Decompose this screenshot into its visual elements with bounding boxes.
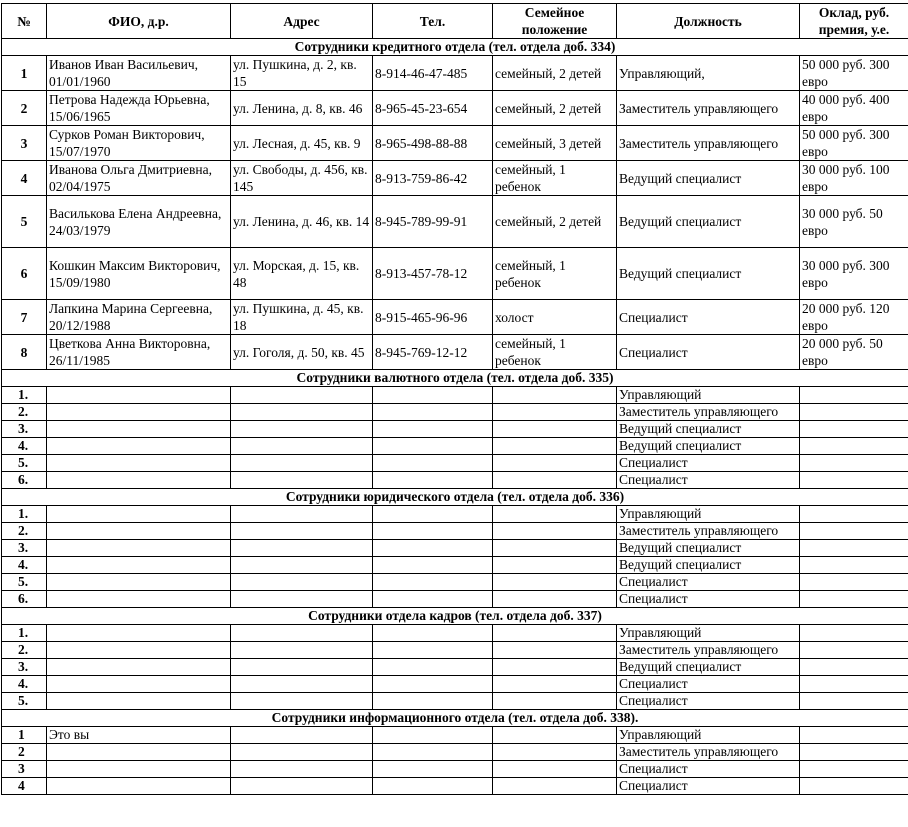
- cell-name: Цветкова Анна Викторовна, 26/11/1985: [47, 335, 231, 370]
- cell-salary: 40 000 руб. 400 евро: [800, 91, 908, 126]
- cell-salary: [800, 455, 908, 472]
- cell-position: Ведущий специалист: [617, 557, 800, 574]
- cell-position: Специалист: [617, 761, 800, 778]
- cell-name: [47, 659, 231, 676]
- cell-number: 2: [2, 744, 47, 761]
- cell-salary: [800, 387, 908, 404]
- cell-salary: [800, 438, 908, 455]
- cell-number: 4: [2, 161, 47, 196]
- cell-address: [231, 744, 373, 761]
- cell-position: Управляющий: [617, 625, 800, 642]
- cell-name: Петрова Надежда Юрьевна, 15/06/1965: [47, 91, 231, 126]
- table-row: [2, 472, 908, 489]
- cell-name: Кошкин Максим Викторович, 15/09/1980: [47, 248, 231, 300]
- cell-position: Специалист: [617, 591, 800, 608]
- cell-salary: 50 000 руб. 300 евро: [800, 126, 908, 161]
- table-row: [2, 523, 908, 540]
- cell-family-status: [493, 574, 617, 591]
- cell-address: ул. Морская, д. 15, кв. 48: [231, 248, 373, 300]
- cell-salary: [800, 557, 908, 574]
- section-header-row: [2, 489, 908, 506]
- cell-position: Управляющий: [617, 727, 800, 744]
- cell-phone: [373, 472, 493, 489]
- table-row: [2, 421, 908, 438]
- cell-number: 4: [2, 778, 47, 795]
- cell-phone: [373, 659, 493, 676]
- cell-name: [47, 455, 231, 472]
- cell-number: 6.: [2, 472, 47, 489]
- cell-family-status: семейный, 2 детей: [493, 196, 617, 248]
- cell-address: [231, 625, 373, 642]
- cell-family-status: [493, 540, 617, 557]
- cell-family-status: [493, 591, 617, 608]
- cell-phone: [373, 540, 493, 557]
- cell-family-status: [493, 778, 617, 795]
- cell-salary: 20 000 руб. 120 евро: [800, 300, 908, 335]
- cell-family-status: [493, 472, 617, 489]
- cell-salary: [800, 625, 908, 642]
- cell-position: Заместитель управляющего: [617, 744, 800, 761]
- cell-phone: [373, 727, 493, 744]
- cell-position: Специалист: [617, 300, 800, 335]
- cell-salary: [800, 591, 908, 608]
- section-header-row: [2, 370, 908, 387]
- cell-name: [47, 404, 231, 421]
- cell-number: 6.: [2, 591, 47, 608]
- cell-number: 4.: [2, 438, 47, 455]
- cell-address: [231, 557, 373, 574]
- cell-number: 5.: [2, 574, 47, 591]
- cell-name: [47, 642, 231, 659]
- cell-address: [231, 540, 373, 557]
- cell-position: Управляющий,: [617, 56, 800, 91]
- cell-salary: [800, 540, 908, 557]
- cell-position: Заместитель управляющего: [617, 523, 800, 540]
- cell-name: Это вы: [47, 727, 231, 744]
- cell-family-status: [493, 676, 617, 693]
- table-row: [2, 248, 908, 300]
- cell-family-status: [493, 693, 617, 710]
- table-row: [2, 506, 908, 523]
- cell-phone: [373, 744, 493, 761]
- section-header-row: [2, 710, 908, 727]
- cell-salary: [800, 642, 908, 659]
- table-row: [2, 300, 908, 335]
- cell-salary: [800, 761, 908, 778]
- cell-number: 1.: [2, 625, 47, 642]
- cell-phone: [373, 455, 493, 472]
- cell-position: Ведущий специалист: [617, 248, 800, 300]
- cell-name: [47, 744, 231, 761]
- section-header-row: [2, 39, 908, 56]
- cell-salary: 30 000 руб. 100 евро: [800, 161, 908, 196]
- cell-address: [231, 727, 373, 744]
- cell-name: Иванов Иван Васильевич, 01/01/1960: [47, 56, 231, 91]
- cell-name: [47, 761, 231, 778]
- cell-name: [47, 540, 231, 557]
- cell-family-status: семейный, 3 детей: [493, 126, 617, 161]
- cell-phone: [373, 387, 493, 404]
- cell-phone: [373, 506, 493, 523]
- cell-name: Сурков Роман Викторович, 15/07/1970: [47, 126, 231, 161]
- cell-family-status: семейный, 2 детей: [493, 56, 617, 91]
- cell-number: 3.: [2, 540, 47, 557]
- cell-salary: 20 000 руб. 50 евро: [800, 335, 908, 370]
- section-title: Сотрудники кредитного отдела (тел. отдела доб. 334): [2, 39, 908, 56]
- cell-name: [47, 421, 231, 438]
- cell-number: 3: [2, 126, 47, 161]
- cell-phone: [373, 574, 493, 591]
- cell-number: 3.: [2, 421, 47, 438]
- cell-number: 1: [2, 56, 47, 91]
- cell-position: Специалист: [617, 455, 800, 472]
- header-position: Должность: [617, 4, 800, 39]
- cell-phone: [373, 676, 493, 693]
- cell-position: Заместитель управляющего: [617, 91, 800, 126]
- cell-address: ул. Ленина, д. 46, кв. 14: [231, 196, 373, 248]
- cell-position: Ведущий специалист: [617, 161, 800, 196]
- cell-salary: [800, 727, 908, 744]
- cell-address: [231, 659, 373, 676]
- cell-name: Лапкина Марина Сергеевна, 20/12/1988: [47, 300, 231, 335]
- cell-address: [231, 472, 373, 489]
- cell-number: 2.: [2, 523, 47, 540]
- cell-name: Иванова Ольга Дмитриевна, 02/04/1975: [47, 161, 231, 196]
- section-title: Сотрудники юридического отдела (тел. отдела доб. 336): [2, 489, 908, 506]
- cell-family-status: [493, 642, 617, 659]
- cell-name: [47, 523, 231, 540]
- cell-phone: [373, 693, 493, 710]
- cell-position: Специалист: [617, 472, 800, 489]
- cell-address: [231, 642, 373, 659]
- cell-name: [47, 557, 231, 574]
- cell-phone: 8-965-45-23-654: [373, 91, 493, 126]
- cell-salary: [800, 506, 908, 523]
- cell-family-status: [493, 744, 617, 761]
- cell-name: [47, 676, 231, 693]
- table-row: [2, 727, 908, 744]
- cell-phone: [373, 761, 493, 778]
- section-header-row: [2, 608, 908, 625]
- section-title: Сотрудники валютного отдела (тел. отдела доб. 335): [2, 370, 908, 387]
- cell-phone: 8-915-465-96-96: [373, 300, 493, 335]
- header-name: ФИО, д.р.: [47, 4, 231, 39]
- table-row: [2, 126, 908, 161]
- cell-number: 4.: [2, 676, 47, 693]
- cell-family-status: [493, 438, 617, 455]
- cell-address: [231, 523, 373, 540]
- cell-position: Ведущий специалист: [617, 540, 800, 557]
- cell-name: [47, 506, 231, 523]
- header-salary: Оклад, руб. премия, у.е.: [800, 4, 908, 39]
- cell-number: 2: [2, 91, 47, 126]
- cell-phone: 8-913-457-78-12: [373, 248, 493, 300]
- cell-salary: [800, 693, 908, 710]
- cell-family-status: [493, 387, 617, 404]
- cell-salary: [800, 574, 908, 591]
- cell-position: Заместитель управляющего: [617, 404, 800, 421]
- cell-position: Специалист: [617, 778, 800, 795]
- cell-number: 1.: [2, 387, 47, 404]
- cell-family-status: [493, 761, 617, 778]
- cell-number: 5.: [2, 455, 47, 472]
- cell-name: [47, 591, 231, 608]
- cell-salary: [800, 404, 908, 421]
- table-row: [2, 761, 908, 778]
- table-row: [2, 455, 908, 472]
- cell-name: [47, 472, 231, 489]
- cell-address: ул. Свободы, д. 456, кв. 145: [231, 161, 373, 196]
- header-number: №: [2, 4, 47, 39]
- cell-position: Заместитель управляющего: [617, 126, 800, 161]
- cell-address: ул. Пушкина, д. 45, кв. 18: [231, 300, 373, 335]
- cell-name: [47, 778, 231, 795]
- cell-family-status: [493, 404, 617, 421]
- cell-address: [231, 693, 373, 710]
- cell-position: Заместитель управляющего: [617, 642, 800, 659]
- table-row: [2, 91, 908, 126]
- cell-address: [231, 404, 373, 421]
- table-row: [2, 778, 908, 795]
- cell-phone: 8-913-759-86-42: [373, 161, 493, 196]
- cell-phone: 8-945-769-12-12: [373, 335, 493, 370]
- cell-number: 5: [2, 196, 47, 248]
- table-row: [2, 56, 908, 91]
- table-row: [2, 659, 908, 676]
- cell-name: [47, 574, 231, 591]
- table-row: [2, 161, 908, 196]
- cell-family-status: [493, 727, 617, 744]
- cell-number: 3: [2, 761, 47, 778]
- cell-name: [47, 693, 231, 710]
- cell-family-status: [493, 557, 617, 574]
- header-phone: Тел.: [373, 4, 493, 39]
- cell-family-status: [493, 659, 617, 676]
- cell-phone: [373, 421, 493, 438]
- cell-family-status: семейный, 1 ребенок: [493, 248, 617, 300]
- employees-table: [1, 3, 908, 795]
- cell-position: Ведущий специалист: [617, 438, 800, 455]
- table-row: [2, 625, 908, 642]
- cell-phone: [373, 404, 493, 421]
- cell-number: 6: [2, 248, 47, 300]
- table-row: [2, 642, 908, 659]
- section-title: Сотрудники отдела кадров (тел. отдела доб. 337): [2, 608, 908, 625]
- table-row: [2, 591, 908, 608]
- cell-position: Ведущий специалист: [617, 421, 800, 438]
- cell-salary: 30 000 руб. 300 евро: [800, 248, 908, 300]
- cell-number: 3.: [2, 659, 47, 676]
- cell-address: [231, 455, 373, 472]
- cell-number: 5.: [2, 693, 47, 710]
- cell-family-status: холост: [493, 300, 617, 335]
- cell-address: [231, 438, 373, 455]
- cell-name: Василькова Елена Андреевна, 24/03/1979: [47, 196, 231, 248]
- cell-salary: [800, 421, 908, 438]
- cell-salary: [800, 523, 908, 540]
- header-family-status: Семейное положение: [493, 4, 617, 39]
- cell-position: Специалист: [617, 676, 800, 693]
- cell-name: [47, 387, 231, 404]
- section-title: Сотрудники информационного отдела (тел. отдела доб. 338).: [2, 710, 908, 727]
- cell-family-status: [493, 523, 617, 540]
- table-row: [2, 196, 908, 248]
- cell-family-status: семейный, 1 ребенок: [493, 335, 617, 370]
- cell-number: 7: [2, 300, 47, 335]
- cell-position: Ведущий специалист: [617, 659, 800, 676]
- table-row: [2, 744, 908, 761]
- table-row: [2, 540, 908, 557]
- table-row: [2, 335, 908, 370]
- cell-position: Специалист: [617, 335, 800, 370]
- table-row: [2, 438, 908, 455]
- cell-name: [47, 438, 231, 455]
- cell-position: Управляющий: [617, 387, 800, 404]
- cell-phone: 8-965-498-88-88: [373, 126, 493, 161]
- table-row: [2, 676, 908, 693]
- cell-phone: [373, 625, 493, 642]
- cell-address: ул. Лесная, д. 45, кв. 9: [231, 126, 373, 161]
- cell-name: [47, 625, 231, 642]
- cell-phone: [373, 778, 493, 795]
- cell-number: 8: [2, 335, 47, 370]
- cell-phone: [373, 438, 493, 455]
- cell-number: 4.: [2, 557, 47, 574]
- cell-position: Специалист: [617, 574, 800, 591]
- cell-phone: [373, 591, 493, 608]
- table-row: [2, 574, 908, 591]
- cell-address: ул. Ленина, д. 8, кв. 46: [231, 91, 373, 126]
- cell-address: [231, 421, 373, 438]
- cell-number: 1: [2, 727, 47, 744]
- cell-address: [231, 676, 373, 693]
- cell-family-status: [493, 625, 617, 642]
- cell-address: ул. Пушкина, д. 2, кв. 15: [231, 56, 373, 91]
- cell-phone: [373, 523, 493, 540]
- cell-position: Специалист: [617, 693, 800, 710]
- cell-family-status: [493, 506, 617, 523]
- cell-family-status: [493, 421, 617, 438]
- header-address: Адрес: [231, 4, 373, 39]
- cell-number: 2.: [2, 404, 47, 421]
- cell-salary: [800, 659, 908, 676]
- header-row: [2, 4, 908, 39]
- cell-salary: [800, 744, 908, 761]
- cell-family-status: семейный, 2 детей: [493, 91, 617, 126]
- table-row: [2, 387, 908, 404]
- cell-address: [231, 506, 373, 523]
- cell-salary: 50 000 руб. 300 евро: [800, 56, 908, 91]
- cell-salary: [800, 778, 908, 795]
- cell-phone: 8-945-789-99-91: [373, 196, 493, 248]
- cell-salary: 30 000 руб. 50 евро: [800, 196, 908, 248]
- cell-address: [231, 574, 373, 591]
- table-row: [2, 693, 908, 710]
- cell-family-status: [493, 455, 617, 472]
- table-row: [2, 404, 908, 421]
- cell-phone: 8-914-46-47-485: [373, 56, 493, 91]
- cell-salary: [800, 676, 908, 693]
- cell-salary: [800, 472, 908, 489]
- cell-family-status: семейный, 1 ребенок: [493, 161, 617, 196]
- cell-number: 2.: [2, 642, 47, 659]
- table-row: [2, 557, 908, 574]
- cell-position: Ведущий специалист: [617, 196, 800, 248]
- cell-position: Управляющий: [617, 506, 800, 523]
- cell-phone: [373, 557, 493, 574]
- cell-address: [231, 591, 373, 608]
- cell-phone: [373, 642, 493, 659]
- cell-address: [231, 761, 373, 778]
- cell-number: 1.: [2, 506, 47, 523]
- cell-address: ул. Гоголя, д. 50, кв. 45: [231, 335, 373, 370]
- cell-address: [231, 387, 373, 404]
- cell-address: [231, 778, 373, 795]
